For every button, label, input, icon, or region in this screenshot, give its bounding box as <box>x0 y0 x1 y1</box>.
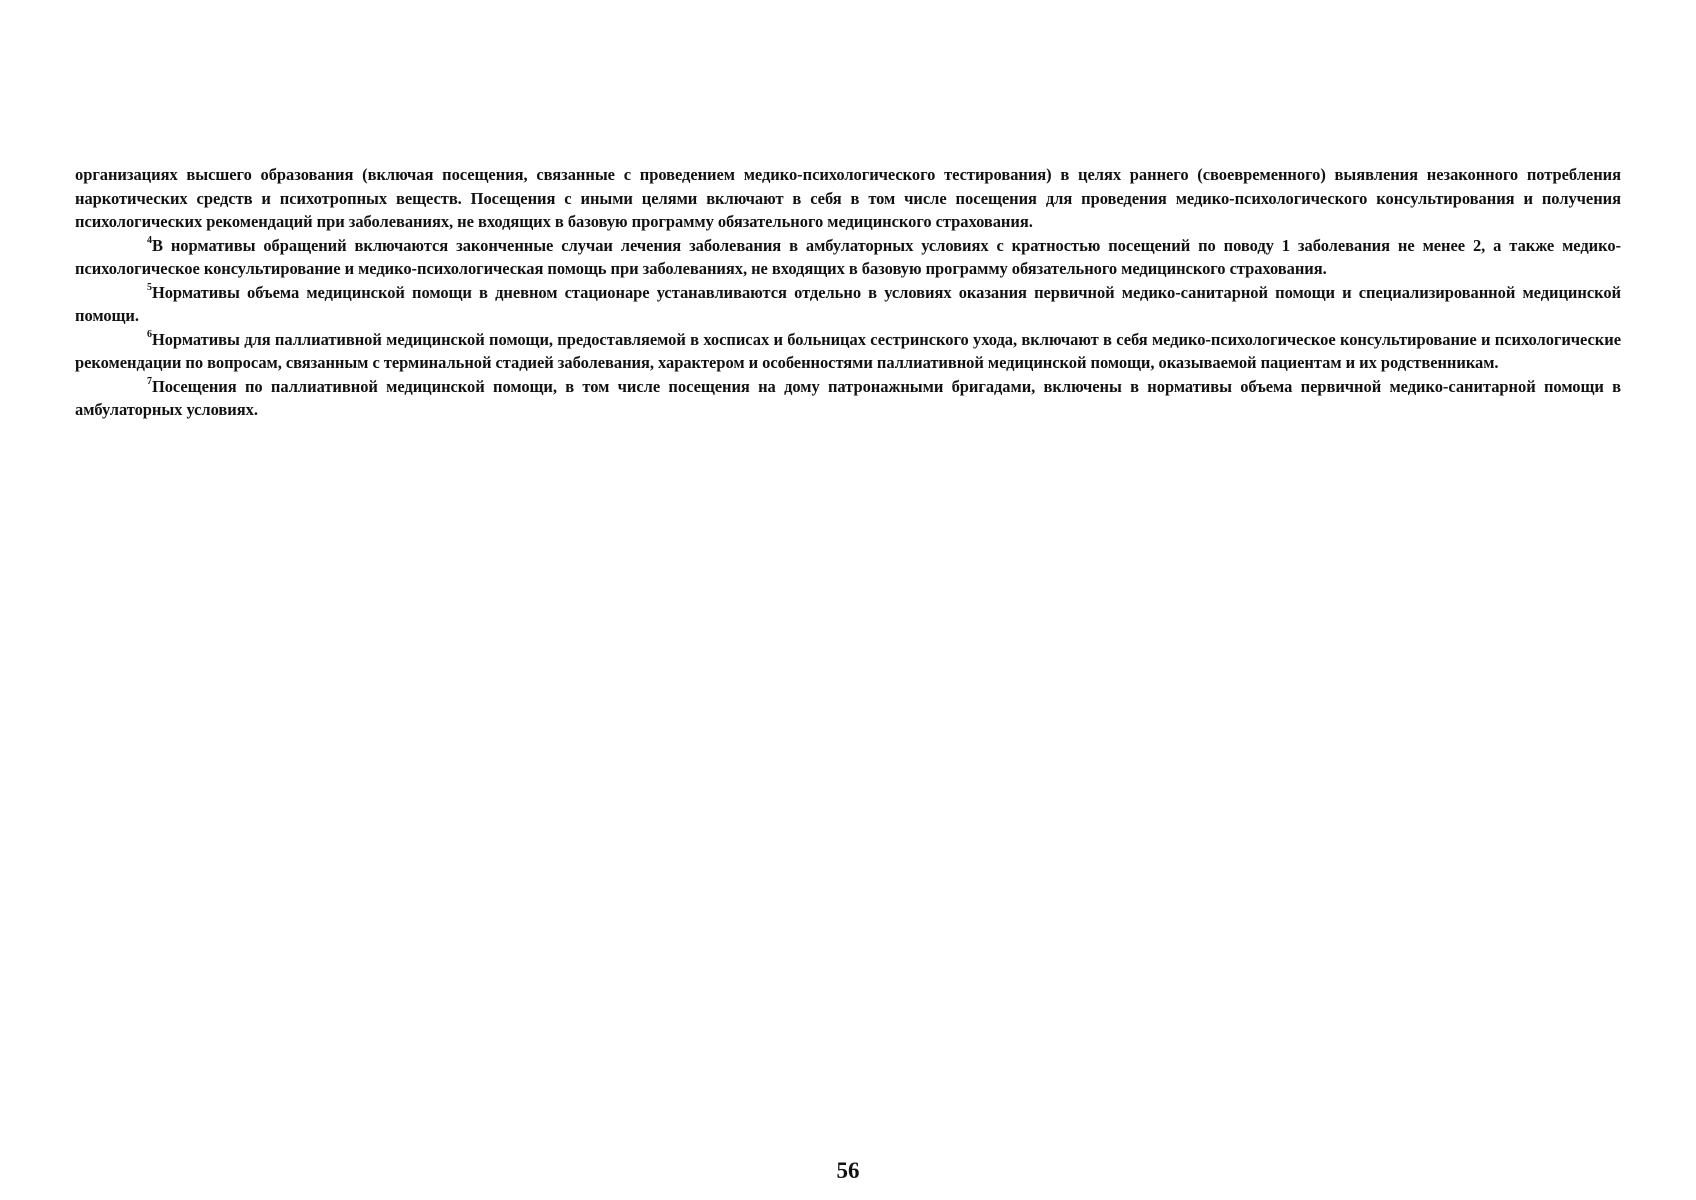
footnote-text-7: Посещения по паллиативной медицинской помощи, в том числе посещения на дому патронажными бригадами, включены в нормативы объема первичной медико-санитарной помощи в амбулаторных условиях. <box>75 376 1621 419</box>
footnote-5 <box>75 281 1621 328</box>
document-body <box>75 163 1621 422</box>
footnote-marker-7: 7 <box>147 376 152 387</box>
page-number: 56 <box>836 1158 860 1183</box>
footnote-text-5: Нормативы объема медицинской помощи в дневном стационаре устанавливаются отдельно в условиях оказания первичной медико-санитарной помощи и специализированной медицинской помощи. <box>75 282 1621 325</box>
footnote-6 <box>75 328 1621 375</box>
footnote-marker-4: 4 <box>147 235 152 246</box>
footnote-7 <box>75 375 1621 422</box>
footnote-marker-6: 6 <box>147 329 152 340</box>
footnote-text-6: Нормативы для паллиативной медицинской помощи, предоставляемой в хосписах и больницах сестринского ухода, включают в себя медико-психологическое консультирование и психологические рекомендации по вопросам, связанным с терминальной стадией заболевания, характером и особенностями паллиативной медицинской помощи, оказываемой пациентам и их родственникам. <box>75 329 1621 372</box>
footnote-4 <box>75 234 1621 281</box>
footnote-text-4: В нормативы обращений включаются законченные случаи лечения заболевания в амбулаторных условиях с кратностью посещений по поводу 1 заболевания не менее 2, а также медико-психологическое консультирование и медико-психологическая помощь при заболеваниях, не входящих в базовую программу обязательного медицинского страхования. <box>75 235 1621 278</box>
continuation-paragraph: организациях высшего образования (включая посещения, связанные с проведением медико-психологического тестирования) в целях раннего (своевременного) выявления незаконного потребления наркотических средств и психотропных веществ. Посещения с иными целями включают в себя в том числе посещения для проведения медико-психологического консультирования и получения психологических рекомендаций при заболеваниях, не входящих в базовую программу обязательного медицинского страхования. <box>75 165 1621 231</box>
footnote-marker-5: 5 <box>147 282 152 293</box>
